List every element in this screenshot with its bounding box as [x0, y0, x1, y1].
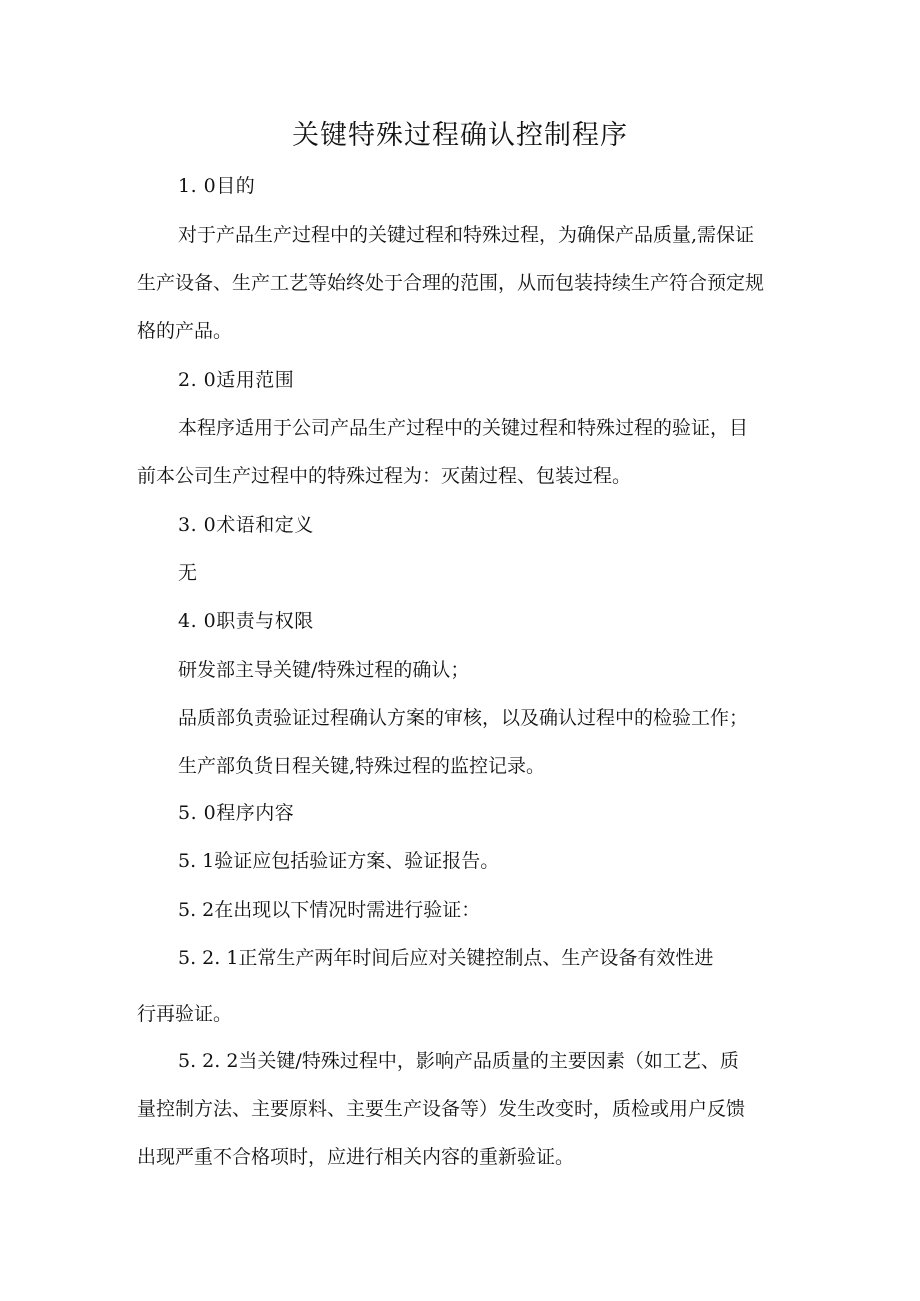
section-2-line-1: 本程序适用于公司产品生产过程中的关键过程和特殊过程的验证，目	[178, 417, 749, 439]
section-5-heading: 5. 0程序内容	[178, 802, 295, 824]
section-4-heading: 4. 0职责与权限	[178, 610, 314, 632]
section-1-line-2: 生产设备、生产工艺等始终处于合理的范围，从而包装持续生产符合预定规	[137, 272, 765, 294]
section-5-2-1-line-1: 5. 2. 1正常生产两年时间后应对关键控制点、生产设备有效性进	[178, 947, 714, 969]
section-5-2-1-line-2: 行再验证。	[137, 1003, 233, 1025]
section-5-2-2-line-3: 出现严重不合格项时，应进行相关内容的重新验证。	[137, 1146, 575, 1168]
section-1-line-3: 格的产品。	[137, 320, 233, 342]
section-3-line-1: 无	[178, 562, 198, 584]
section-4-line-2: 品质部负责验证过程确认方案的审核，以及确认过程中的检验工作；	[178, 707, 749, 729]
section-4-line-3: 生产部负货日程关键,特殊过程的监控记录。	[178, 755, 546, 777]
section-1-heading: 1. 0目的	[178, 175, 256, 197]
section-4-line-1: 研发部主导关键/特殊过程的确认；	[178, 659, 470, 681]
section-2-heading: 2. 0适用范围	[178, 369, 295, 391]
section-5-2-2-line-2: 量控制方法、主要原料、主要生产设备等）发生改变时，质检或用户反馈	[137, 1098, 746, 1120]
section-1-line-1: 对于产品生产过程中的关键过程和特殊过程，为确保产品质量,需保证	[178, 224, 755, 246]
section-5-2-2-line-1: 5. 2. 2当关键/特殊过程中，影响产品质量的主要因素（如工艺、质	[178, 1050, 739, 1072]
section-5-1: 5. 1验证应包括验证方案、验证报告。	[178, 850, 500, 872]
section-3-heading: 3. 0术语和定义	[178, 514, 314, 536]
section-2-line-2: 前本公司生产过程中的特殊过程为：灭菌过程、包装过程。	[137, 465, 632, 487]
section-5-2: 5. 2在出现以下情况时需进行验证：	[178, 899, 481, 921]
page-title: 关键特殊过程确认控制程序	[292, 120, 628, 151]
